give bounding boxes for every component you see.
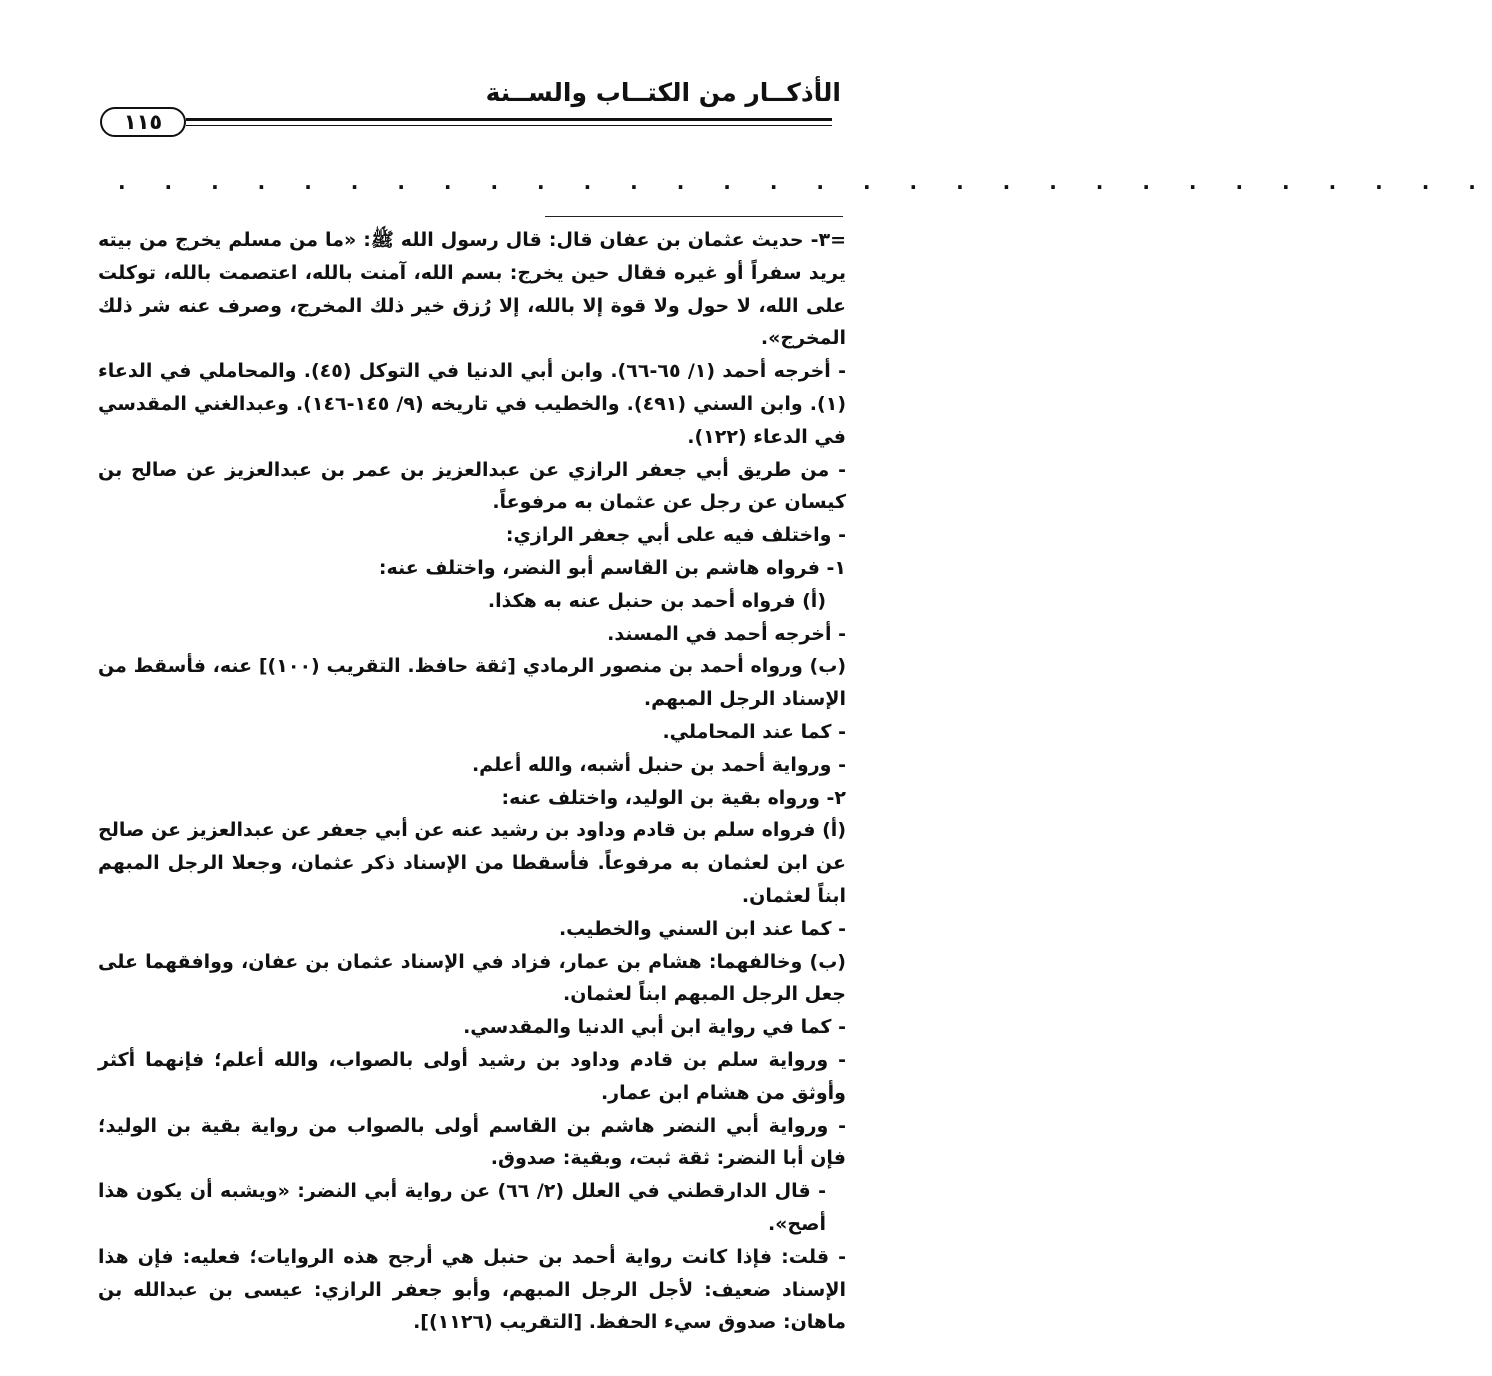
page-number: ١١٥ bbox=[100, 107, 186, 137]
paragraph: - ورواية أبي النضر هاشم بن القاسم أولى بالصواب من رواية بقية بن الوليد؛ فإن أبا النضر: ثقة ثبت، وبقية: صدوق. bbox=[98, 1114, 846, 1170]
running-header-title: الأذكــار من الكتــاب والســنة bbox=[485, 78, 841, 107]
paragraph: ١- فرواه هاشم بن القاسم أبو النضر، واختلف عنه: bbox=[378, 556, 846, 579]
paragraph: (أ) فرواه سلم بن قادم وداود بن رشيد عنه عن أبي جعفر عن عبدالعزيز عن صالح عن ابن لعثمان به مرفوعاً. فأسقطا من الإسناد ذكر عثمان، وجعلا الرجل المبهم ابناً لعثمان. bbox=[98, 819, 846, 907]
paragraph: - أخرجه أحمد (١/ ٦٥-٦٦). وابن أبي الدنيا في التوكل (٤٥). والمحاملي في الدعاء (١). وابن السني (٤٩١). والخطيب في تاريخه (٩/ ١٤٥-١٤٦). وعبدالغني المقدسي في الدعاء (١٢٢). bbox=[98, 360, 846, 448]
paragraph: - ورواية أحمد بن حنبل أشبه، والله أعلم. bbox=[471, 753, 846, 776]
paragraph: - كما عند المحاملي. bbox=[662, 720, 846, 743]
footnote-text bbox=[98, 224, 846, 1339]
paragraph: - من طريق أبي جعفر الرازي عن عبدالعزيز بن عمر بن عبدالعزيز عن صالح بن كيسان عن رجل عن عثمان به مرفوعاً. bbox=[98, 458, 846, 514]
paragraph: - كما عند ابن السني والخطيب. bbox=[558, 917, 846, 940]
paragraph: (ب) وخالفهما: هشام بن عمار، فزاد في الإسناد عثمان بن عفان، ووافقهما على جعل الرجل المبهم ابناً لعثمان. bbox=[98, 950, 846, 1006]
paragraph: (أ) فرواه أحمد بن حنبل عنه به هكذا. bbox=[487, 589, 826, 612]
header-rule bbox=[186, 118, 832, 121]
paragraph: - قلت: فإذا كانت رواية أحمد بن حنبل هي أرجح هذه الروايات؛ فعليه: فإن هذا الإسناد ضعيف: لأجل الرجل المبهم، وأبو جعفر الرازي: عيسى بن عبدالله بن ماهان: صدوق سيء الحفظ. [التقريب (١١٢٦)]. bbox=[98, 1245, 846, 1334]
footnote-rule bbox=[545, 216, 843, 217]
dotted-separator: . . . . . . . . . . . . . . . . . . . . . . . . . . . . . . bbox=[118, 170, 1492, 194]
paragraph: - كما في رواية ابن أبي الدنيا والمقدسي. bbox=[463, 1016, 846, 1039]
header-rule-thin bbox=[186, 125, 832, 126]
paragraph: ٢- ورواه بقية بن الوليد، واختلف عنه: bbox=[501, 786, 846, 809]
paragraph: - أخرجه أحمد في المسند. bbox=[607, 622, 846, 645]
paragraph: (ب) ورواه أحمد بن منصور الرمادي [ثقة حافظ. التقريب (١٠٠)] عنه، فأسقط من الإسناد الرجل المبهم. bbox=[98, 655, 847, 711]
paragraph: - قال الدارقطني في العلل (٢/ ٦٦) عن رواية أبي النضر: «ويشبه أن يكون هذا أصح». bbox=[98, 1180, 826, 1235]
paragraph: =٣- حديث عثمان بن عفان قال: قال رسول الله ﷺ: «ما من مسلم يخرج من بيته يريد سفراً أو غيره فقال حين يخرج: بسم الله، آمنت بالله، اعتصمت بالله، توكلت على الله، لا حول ولا قوة إلا بالله، إلا رُزق خير ذلك المخرج، وصرف عنه شر ذلك المخرج». bbox=[98, 229, 846, 350]
paragraph: - واختلف فيه على أبي جعفر الرازي: bbox=[505, 524, 846, 547]
paragraph: - ورواية سلم بن قادم وداود بن رشيد أولى بالصواب، والله أعلم؛ فإنهما أكثر وأوثق من هشام ابن عمار. bbox=[98, 1048, 846, 1104]
